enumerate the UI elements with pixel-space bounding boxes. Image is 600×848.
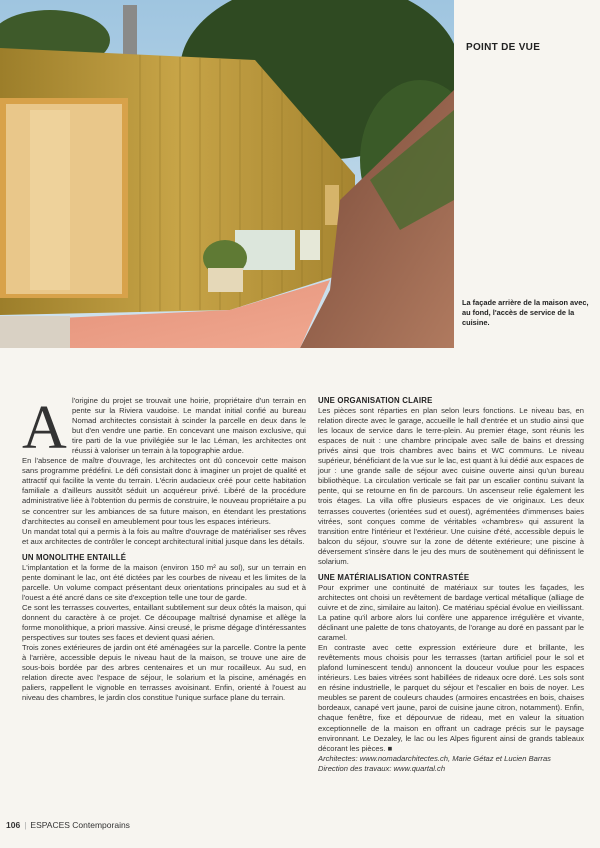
magazine-name: ESPACES Contemporains (30, 820, 130, 830)
section-heading-organisation: UNE ORGANISATION CLAIRE (318, 396, 433, 405)
section1-paragraph-2: Ce sont les terrasses couvertes, entaillant subtilement sur deux côtés la maison, qui donnent du caractère à ce projet. Ce découpage maîtrisé dynamise et allège la forme monolithique, a priori massive. Ainsi creusé, le prisme dégage d'intéressantes perspectives sur toutes ses faces et devient quasi aérien. (22, 602, 306, 643)
section1-paragraph-3: Trois zones extérieures de jardin ont été aménagées sur la parcelle. Contre la pente à l'arrière, accessible depuis le niveau haut de la maison, se trouve une aire de sous-bois bordée par des arbres centenaires et un mur rocailleux. Au sud, en relation directe avec l'espace de séjour, le solarium et la piscine, aménagés en paliers, rappellent le vignoble en terrasses avoisinant. Enfin, orienté à l'ouest au niveau des chambres, le jardin clos constitue l'unique surface plane du terrain. (22, 643, 306, 703)
section-heading-monolithe: UN MONOLITHE ENTAILLÉ (22, 552, 127, 562)
section-label: POINT DE VUE (466, 42, 541, 53)
intro-paragraph-1: l'origine du projet se trouvait une hoirie, propriétaire d'un terrain en pente sur la Riviera vaudoise. Le mandat initial confié au bureau Nomad architectes consistait à scinder la parcelle en deux dans le but d'en vendre une partie. En concevant une maison exclusive, qui tire parti de la vue privilégiée sur le lac Léman, les architectes ont réussi à valoriser un terrain à la topographie ardue. (72, 396, 306, 456)
section1-paragraph-1: L'implantation et la forme de la maison (environ 150 m² au sol), sur un terrain en pente dominant le lac, ont été dictées par les courbes de niveau et les limites de la parcelle. Un volume compact présentant deux orientations principales au sud et à l'ouest a été ancré dans ce site d'exception telle une tour de garde. (22, 562, 306, 602)
article-column-left (22, 396, 306, 703)
article-column-right (318, 396, 584, 774)
section-heading-materialisation: UNE MATÉRIALISATION CONTRASTÉE (318, 572, 470, 582)
section3-paragraph-1: Pour exprimer une continuité de matériaux sur toutes les façades, les architectes ont choisi un revêtement de bardage vertical métallique (alliage de cuivre et de zinc, similaire au laiton). Ce matériau spécial évolue en vieillissant. La patine qu'il arbore alors lui confère une apparence irrégulière et vivante, déclinant une palette de tons chatoyants, de l'orange au doré en passant par le caramel. (318, 582, 584, 643)
intro-paragraph-3: Un mandat total qui a permis à la fois au maître d'ouvrage de matérialiser ses rêves et aux architectes de contrôler le concept architectural initial jusque dans les détails. (22, 526, 306, 546)
credit-direction: Direction des travaux: www.quartal.ch (318, 763, 446, 773)
intro-paragraph-2: En l'absence de maître d'ouvrage, les architectes ont dû concevoir cette maison sans programme prédéfini. Le défi consistait donc à imaginer un projet de qualité et attractif qui facilite la vente du terrain. L'écrin audacieux créé pour cette habitation familiale a d'ailleurs aussitôt séduit un acquéreur privé. Libéré de la procédure administrative liée à l'obtention du permis de construire, le nouveau propriétaire a pu se concentrer sur les ambiances de sa future maison, en étendant les prestations d'architectes au conseil en ameublement pour tous les espaces intérieurs. (22, 456, 306, 526)
house-facade-illustration (0, 0, 454, 348)
footer-separator: | (24, 820, 27, 830)
page-footer (6, 820, 130, 830)
section3-paragraph-2: En contraste avec cette expression extérieure dure et brillante, les revêtements mous choisis pour les terrasses (tartan artificiel pour le sol et plafond luminescent tendu) annoncent la douceur voulue pour les espaces intérieurs. Les baies vitrées sont habillées de rideaux ocre doré. Les sols sont en résine industrielle, le parquet du séjour et l'escalier en bois de noyer. Les meubles se parent de couleurs chaudes (armoires encastrées en bois, chaises bordeaux, canapé vert jaune, paroi de cuisine jaune citron, notamment). Enfin, chaque fenêtre, fixe et dépourvue de rideau, met en valeur la situation exceptionnelle de la maison en offrant un cadrage précis sur le paysage environnant. Le Dezaley, le lac ou les Alpes figurent ainsi de grands tableaux décorant les pièces. ■ (318, 643, 584, 753)
credit-architectes: Architectes: www.nomadarchitectes.ch, Marie Gétaz et Lucien Barras (318, 753, 551, 763)
drop-cap: A (22, 394, 67, 462)
house-photo (0, 0, 454, 348)
photo-caption: La façade arrière de la maison avec, au fond, l'accès de service de la cuisine. (462, 298, 589, 327)
section2-paragraph-1: Les pièces sont réparties en plan selon leurs fonctions. Le niveau bas, en relation directe avec le garage, accueille le hall d'entrée et un studio ainsi que les locaux de service dans le terre-plein. Au premier étage, sont réunis les espaces de nuit : une chambre principale avec salle de bains et dressing privés ainsi que trois chambres avec bains et WC communs. Le niveau supérieur, bénéficiant de la vue sur le lac, est quant à lui dédié aux espaces de jour : une grande salle de séjour avec cuisine ouverte ainsi qu'un bureau bibliothèque. La circulation verticale se fait par un escalier continu suivant la pente, qui se retourne en fin de parcours. Un ascenseur relie également les trois étages. La villa offre plusieurs espaces de vie originaux. Les deux terrasses couvertes (orientées sud et ouest), agrémentées d'immenses baies vitrées, sont conçues comme de véritables «chambres» qui assurent la transition entre l'intérieur et l'extérieur. Une cuisine d'été, accessible depuis le balcon du séjour, s'ouvre sur la zone de détente extérieure; une piscine à déversement s'insère dans le jeu des murs de soutènement qui définissent le solarium. (318, 406, 584, 566)
sidebar-panel (454, 0, 600, 348)
page-number: 106 (6, 820, 21, 830)
